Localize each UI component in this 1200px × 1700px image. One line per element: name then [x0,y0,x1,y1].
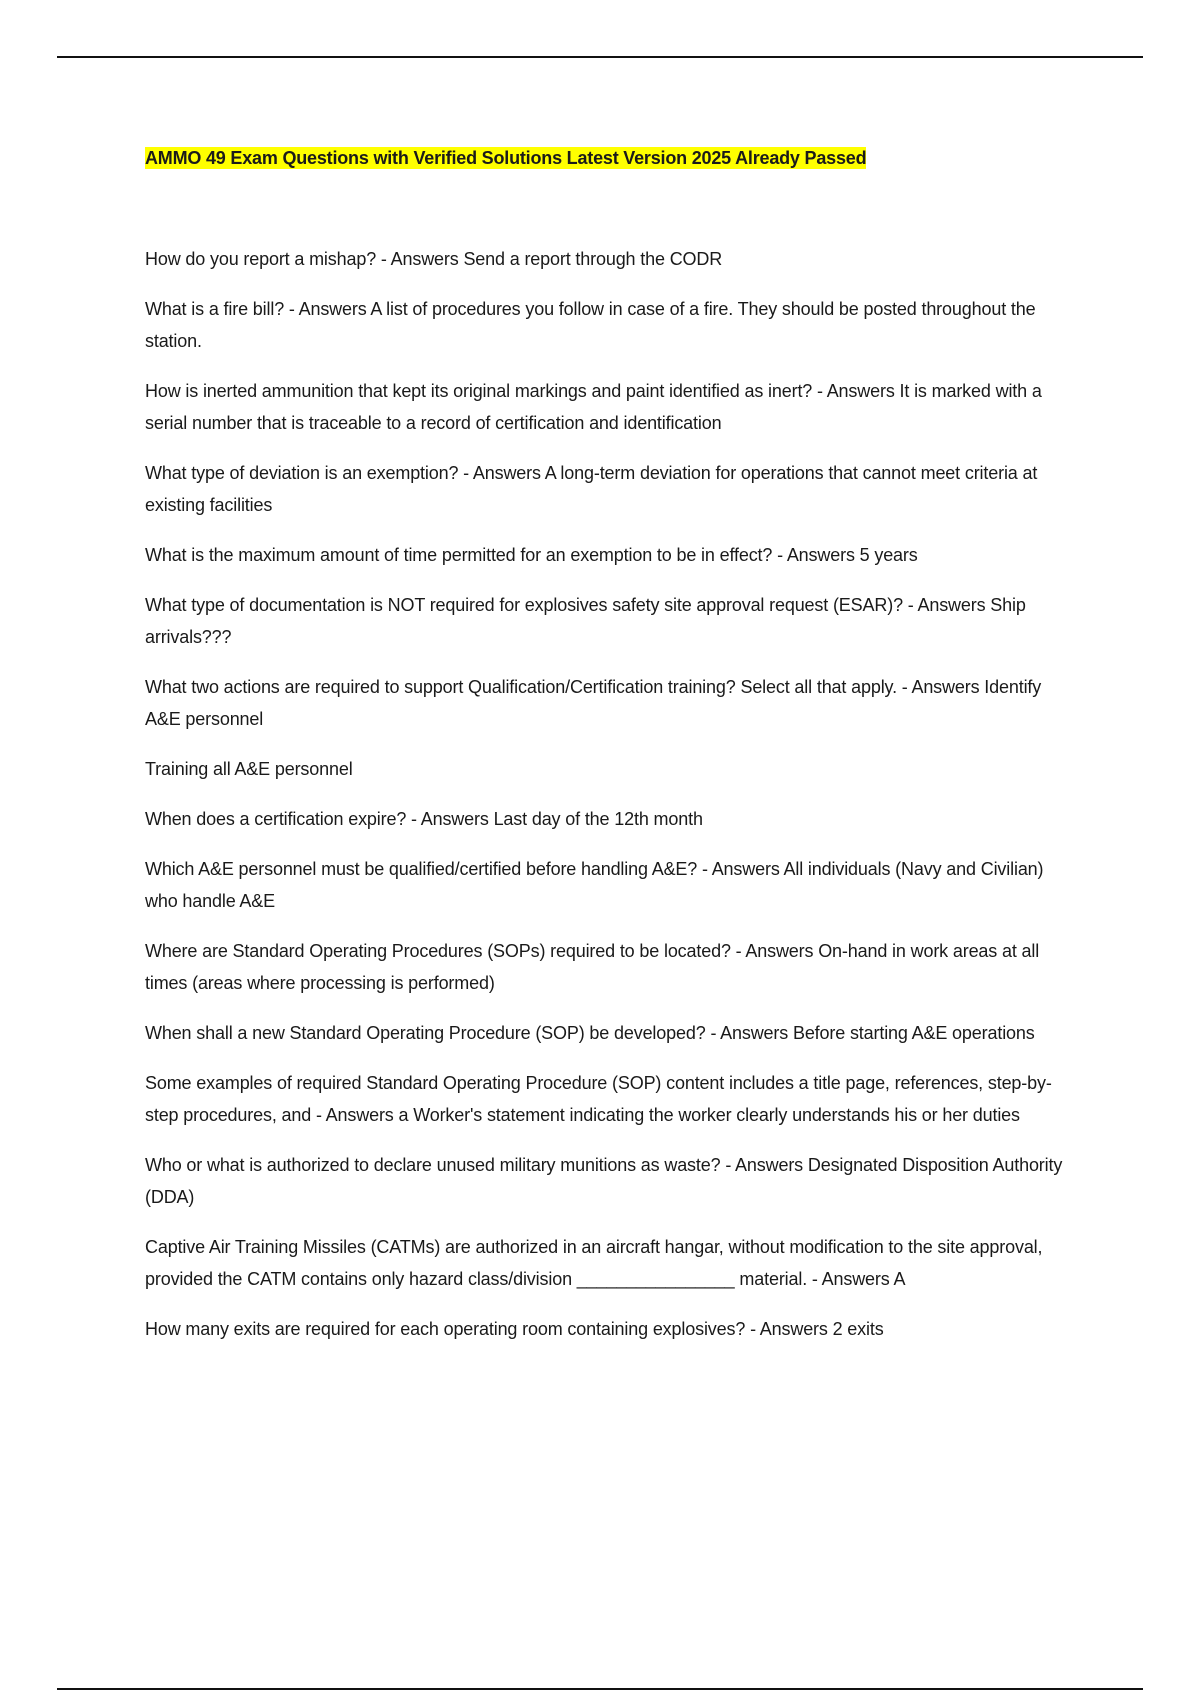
qa-item: Captive Air Training Missiles (CATMs) are authorized in an aircraft hangar, without modification to the site approval, provided the CATM contains only hazard class/division ________________ material. - Answers A [145,1237,1043,1289]
qa-item: Some examples of required Standard Operating Procedure (SOP) content includes a title page, references, step-by-step procedures, and - Answers a Worker's statement indicating the worker clearly understands his or her duties [145,1073,1052,1125]
qa-item: Who or what is authorized to declare unused military munitions as waste? - Answers Designated Disposition Authority (DDA) [145,1155,1063,1207]
qa-item: Which A&E personnel must be qualified/certified before handling A&E? - Answers All individuals (Navy and Civilian) who handle A&E [145,859,1044,911]
qa-item: What two actions are required to support Qualification/Certification training? Select all that apply. - Answers Identify A&E personnel [145,677,1042,729]
footer-rule [57,1688,1143,1690]
title-container [145,146,1075,170]
qa-item: How do you report a mishap? - Answers Send a report through the CODR [145,249,723,269]
qa-item: What is the maximum amount of time permitted for an exemption to be in effect? - Answers 5 years [145,545,918,565]
qa-item: How many exits are required for each operating room containing explosives? - Answers 2 exits [145,1319,884,1339]
qa-item: How is inerted ammunition that kept its original markings and paint identified as inert? - Answers It is marked with a serial number that is traceable to a record of certification and identification [145,381,1042,433]
qa-item: When does a certification expire? - Answers Last day of the 12th month [145,809,703,829]
qa-item: What type of deviation is an exemption? - Answers A long-term deviation for operations that cannot meet criteria at existing facilities [145,463,1038,515]
qa-item: Where are Standard Operating Procedures (SOPs) required to be located? - Answers On-hand in work areas at all times (areas where processing is performed) [145,941,1040,993]
header-rule [57,56,1143,58]
document-title: AMMO 49 Exam Questions with Verified Solutions Latest Version 2025 Already Passed [145,148,867,168]
qa-item: When shall a new Standard Operating Procedure (SOP) be developed? - Answers Before starting A&E operations [145,1023,1035,1043]
qa-item: What type of documentation is NOT required for explosives safety site approval request (ESAR)? - Answers Ship arrivals??? [145,595,1026,647]
document-body [145,146,1075,1363]
qa-item: What is a fire bill? - Answers A list of procedures you follow in case of a fire. They should be posted throughout the station. [145,299,1036,351]
question-answer-list [145,243,1075,1345]
qa-item: Training all A&E personnel [145,759,353,779]
